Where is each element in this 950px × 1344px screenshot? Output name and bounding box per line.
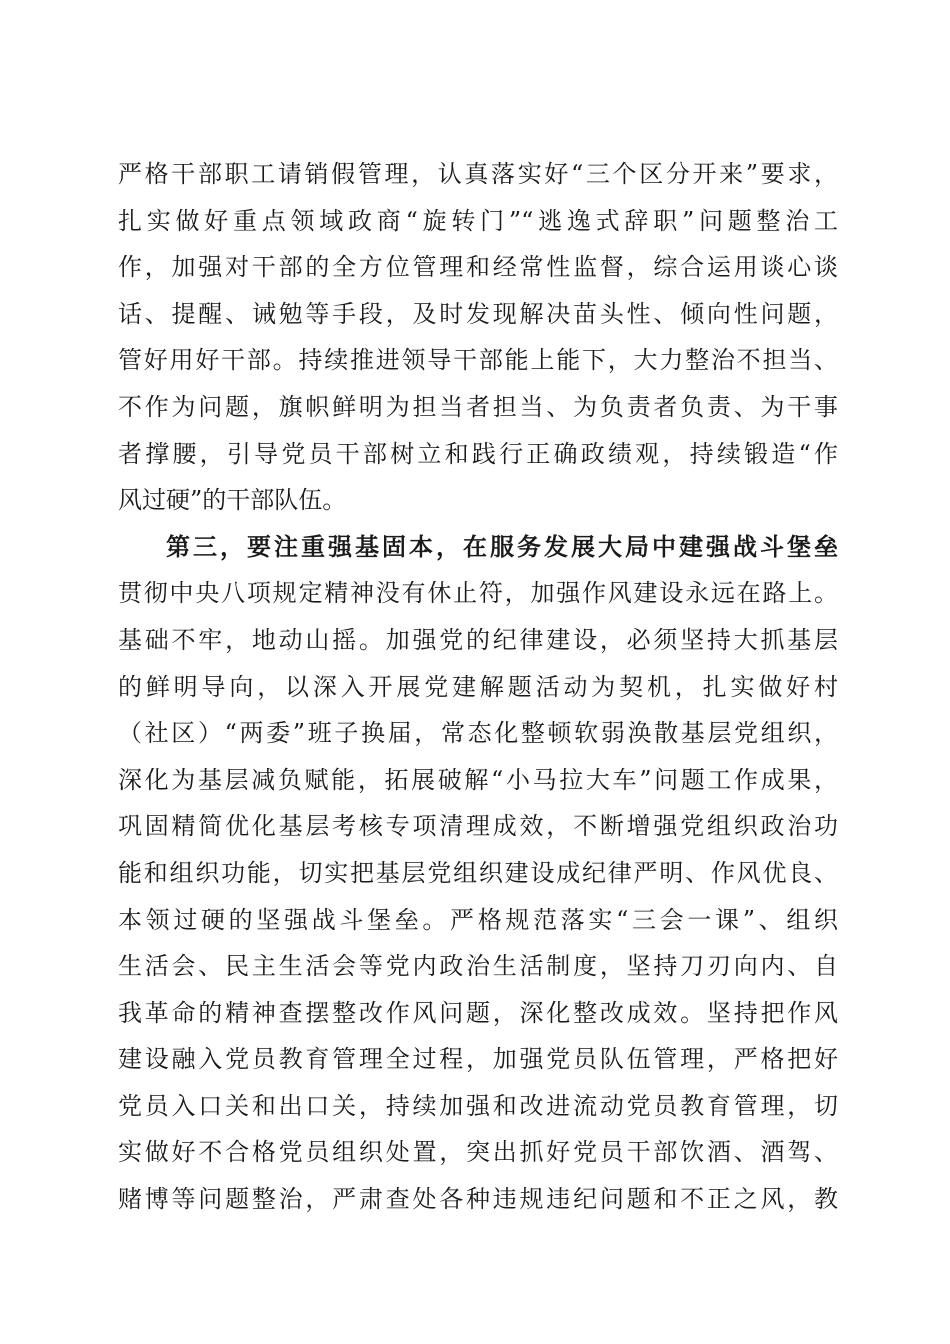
paragraph-2 — [118, 570, 838, 1222]
text-line: 能和组织功能，切实把基层党组织建设成纪律严明、作风优良、 — [118, 858, 838, 887]
text-line: 巩固精简优化基层考核专项清理成效，不断增强党组织政治功 — [118, 812, 838, 841]
paragraph-1 — [118, 151, 838, 524]
text-line: 深化为基层减负赋能，拓展破解“小马拉大车”问题工作成果， — [118, 765, 838, 794]
text-line: 本领过硬的坚强战斗堡垒。严格规范落实“三会一课”、组织 — [118, 905, 838, 934]
text-line: 我革命的精神查摆整改作风问题，深化整改成效。坚持把作风 — [118, 998, 838, 1027]
text-line: 话、提醒、诫勉等手段，及时发现解决苗头性、倾向性问题， — [118, 299, 838, 328]
text-line: 风过硬”的干部队伍。 — [118, 486, 347, 515]
text-line: 者撑腰，引导党员干部树立和践行正确政绩观，持续锻造“作 — [118, 439, 838, 468]
text-line: 作，加强对干部的全方位管理和经常性监督，综合运用谈心谈 — [118, 253, 838, 282]
text-line: 建设融入党员教育管理全过程，加强党员队伍管理，严格把好 — [118, 1045, 838, 1074]
document-body — [118, 151, 838, 1223]
text-line: 的鲜明导向，以深入开展党建解题活动为契机，扎实做好村 — [118, 672, 838, 701]
text-line: 扎实做好重点领域政商“旋转门”“逃逸式辞职”问题整治工 — [118, 206, 838, 235]
text-line: 贯彻中央八项规定精神没有休止符，加强作风建设永远在路上。 — [118, 579, 838, 608]
text-line: 基础不牢，地动山摇。加强党的纪律建设，必须坚持大抓基层 — [118, 625, 838, 654]
text-line: 严格干部职工请销假管理，认真落实好“三个区分开来”要求， — [118, 160, 838, 188]
text-line: 赌博等问题整治，严肃查处各种违规违纪问题和不正之风，教 — [118, 1185, 838, 1214]
text-line: 管好用好干部。持续推进领导干部能上能下，大力整治不担当、 — [118, 346, 838, 375]
text-line: 不作为问题，旗帜鲜明为担当者担当、为负责者负责、为干事 — [118, 392, 838, 421]
text-line: 党员入口关和出口关，持续加强和改进流动党员教育管理，切 — [118, 1091, 838, 1120]
text-line: 生活会、民主生活会等党内政治生活制度，坚持刀刃向内、自 — [118, 952, 838, 981]
section-heading: 第三，要注重强基固本，在服务发展大局中建强战斗堡垒 — [166, 531, 838, 561]
text-line: 实做好不合格党员组织处置，突出抓好党员干部饮酒、酒驾、 — [118, 1138, 838, 1167]
text-line: （社区）“两委”班子换届，常态化整顿软弱涣散基层党组织， — [118, 719, 838, 748]
